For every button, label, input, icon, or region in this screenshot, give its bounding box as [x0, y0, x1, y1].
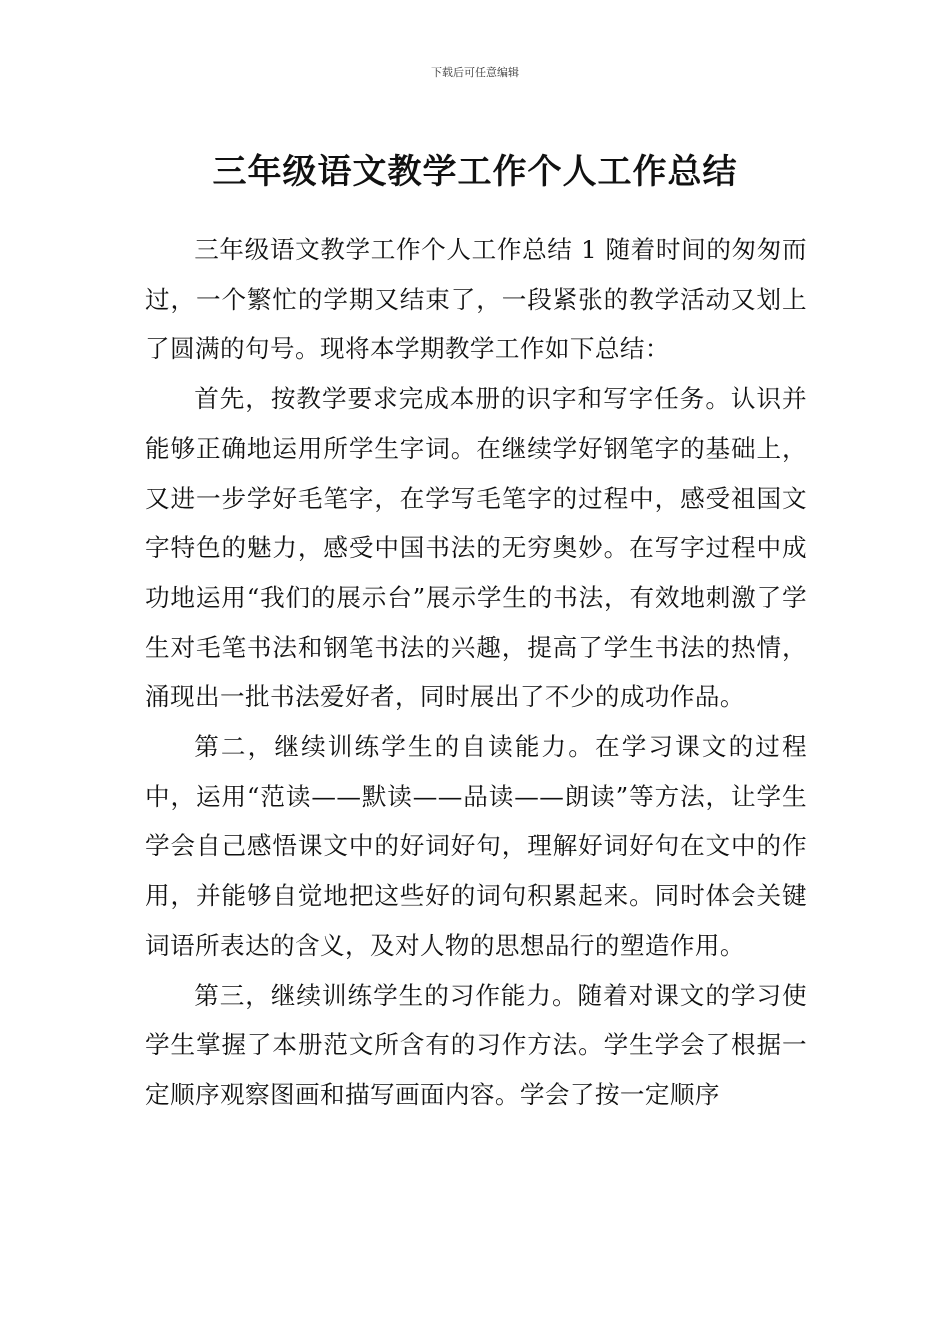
paragraph-first: 首先，按教学要求完成本册的识字和写字任务。认识并能够正确地运用所学生字词。在继续学好钢笔字的基础上，又进一步学好毛笔字，在学写毛笔字的过程中，感受祖国文字特色的魅力，感受中国书法的无穷奥妙。在写字过程中成功地运用“我们的展示台”展示学生的书法，有效地刺激了学生对毛笔书法和钢笔书法的兴趣，提高了学生书法的热情，涌现出一批书法爱好者，同时展出了不少的成功作品。 [145, 384, 807, 712]
header-note: 下载后可任意编辑 [431, 66, 519, 79]
document-title: 三年级语文教学工作个人工作总结 [212, 151, 738, 192]
paragraph-third: 第三，继续训练学生的习作能力。随着对课文的学习使学生掌握了本册范文所含有的习作方法。学生学会了根据一定顺序观察图画和描写画面内容。学会了按一定顺序 [145, 980, 807, 1109]
document-body [145, 225, 807, 1120]
paragraph-intro: 三年级语文教学工作个人工作总结 1 随着时间的匆匆而过，一个繁忙的学期又结束了，一段紧张的教学活动又划上了圆满的句号。现将本学期教学工作如下总结： [145, 235, 807, 364]
paragraph-second: 第二，继续训练学生的自读能力。在学习课文的过程中，运用“范读——默读——品读——朗读”等方法，让学生学会自己感悟课文中的好词好句，理解好词好句在文中的作用，并能够自觉地把这些好的词句积累起来。同时体会关键词语所表达的含义，及对人物的思想品行的塑造作用。 [145, 732, 807, 960]
